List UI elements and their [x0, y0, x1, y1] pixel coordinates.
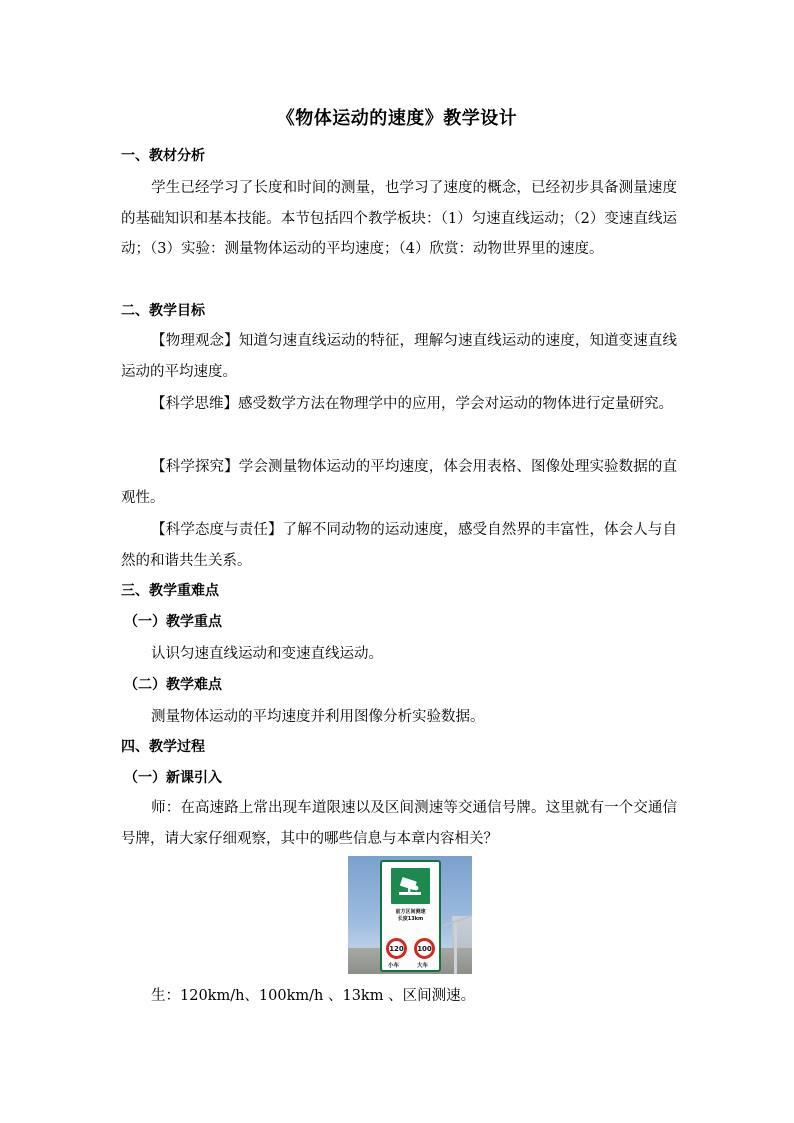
document-title: 《物体运动的速度》教学设计 [276, 108, 518, 129]
goal-scientific-thinking: 【科学思维】感受数学方法在物理学中的应用，学会对运动的物体进行定量研究。 [151, 396, 673, 412]
zone-text: 前方区间测速 长度13km [395, 909, 426, 922]
student-answer: 生：120km/h、100km/h 、13km 、区间测速。 [151, 988, 476, 1004]
goal-attitude-responsibility: 【科学态度与责任】了解不同动物的运动速度，感受自然界的丰富性，体会人与自然的和谐共生关系。 [121, 522, 677, 569]
section-heading-goals: 二、教学目标 [121, 303, 205, 319]
paragraph-analysis: 学生已经学习了长度和时间的测量，也学习了速度的概念，已经初步具备测量速度的基础知识和基本技能。本节包括四个教学板块：（1）匀速直线运动；（2）变速直线运动；（3）实验：测量物体运动的平均速度；（4）欣赏：动物世界里的速度。 [121, 180, 677, 257]
teacher-dialogue: 师：在高速路上常出现车道限速以及区间测速等交通信号牌。这里就有一个交通信号牌，请大家仔细观察，其中的哪些信息与本章内容相关？ [121, 800, 677, 847]
sign-board [380, 860, 441, 972]
section-heading-key-points: 三、教学重难点 [121, 583, 219, 599]
subheading-difficulty: （二）教学难点 [124, 677, 222, 693]
label-small-car: 小车 [388, 963, 400, 969]
speed-camera-icon [391, 868, 429, 903]
speed-limit-small-car: 120 [386, 938, 407, 959]
key-point-text: 认识匀速直线运动和变速直线运动。 [151, 646, 383, 662]
subheading-introduction: （一）新课引入 [124, 770, 222, 786]
speed-camera-panel [390, 867, 431, 905]
label-large-car: 大车 [417, 963, 429, 969]
section-heading-analysis: 一、教材分析 [121, 148, 205, 164]
section-heading-process: 四、教学过程 [121, 739, 205, 755]
goal-scientific-inquiry: 【科学探究】学会测量物体运动的平均速度，体会用表格、图像处理实验数据的直观性。 [121, 459, 677, 506]
speed-limit-large-car: 100 [414, 938, 435, 959]
goal-physics-concept: 【物理观念】知道匀速直线运动的特征，理解匀速直线运动的速度，知道变速直线运动的平均速度。 [121, 333, 677, 380]
traffic-sign-photo [348, 856, 472, 974]
lamp-pole [454, 918, 457, 974]
subheading-key-point: （一）教学重点 [124, 614, 222, 630]
difficulty-text: 测量物体运动的平均速度并利用图像分析实验数据。 [151, 709, 485, 725]
